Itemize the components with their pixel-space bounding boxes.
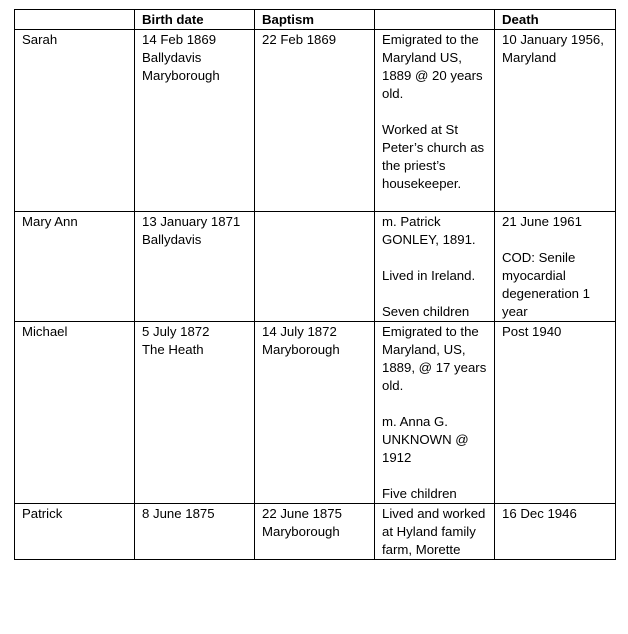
table-row [15, 30, 616, 212]
cell-birth: 13 January 1871 Ballydavis [135, 212, 255, 322]
cell-death: 10 January 1956, Maryland [495, 30, 616, 212]
cell-death: 21 June 1961 COD: Senile myocardial degeneration 1 year [495, 212, 616, 322]
cell-notes: Emigrated to the Maryland, US, 1889, @ 17 years old. m. Anna G. UNKNOWN @ 1912 Five children [375, 322, 495, 504]
table-row [15, 504, 616, 560]
header-birth-date: Birth date [135, 10, 255, 30]
cell-name: Patrick [15, 504, 135, 560]
cell-baptism: 14 July 1872 Maryborough [255, 322, 375, 504]
cell-name: Mary Ann [15, 212, 135, 322]
cell-birth: 14 Feb 1869 Ballydavis Maryborough [135, 30, 255, 212]
cell-death: Post 1940 [495, 322, 616, 504]
header-name [15, 10, 135, 30]
cell-name: Michael [15, 322, 135, 504]
header-notes [375, 10, 495, 30]
cell-birth: 5 July 1872 The Heath [135, 322, 255, 504]
header-baptism: Baptism [255, 10, 375, 30]
cell-baptism [255, 212, 375, 322]
cell-notes: m. Patrick GONLEY, 1891. Lived in Ireland. Seven children [375, 212, 495, 322]
cell-birth: 8 June 1875 [135, 504, 255, 560]
cell-baptism: 22 Feb 1869 [255, 30, 375, 212]
cell-notes: Emigrated to the Maryland US, 1889 @ 20 years old. Worked at St Peter’s church as the priest’s housekeeper. [375, 30, 495, 212]
family-table [14, 9, 616, 560]
header-row [15, 10, 616, 30]
cell-notes: Lived and worked at Hyland family farm, Morette [375, 504, 495, 560]
cell-baptism: 22 June 1875 Maryborough [255, 504, 375, 560]
header-death: Death [495, 10, 616, 30]
table-row [15, 322, 616, 504]
cell-name: Sarah [15, 30, 135, 212]
table-row [15, 212, 616, 322]
cell-death: 16 Dec 1946 [495, 504, 616, 560]
